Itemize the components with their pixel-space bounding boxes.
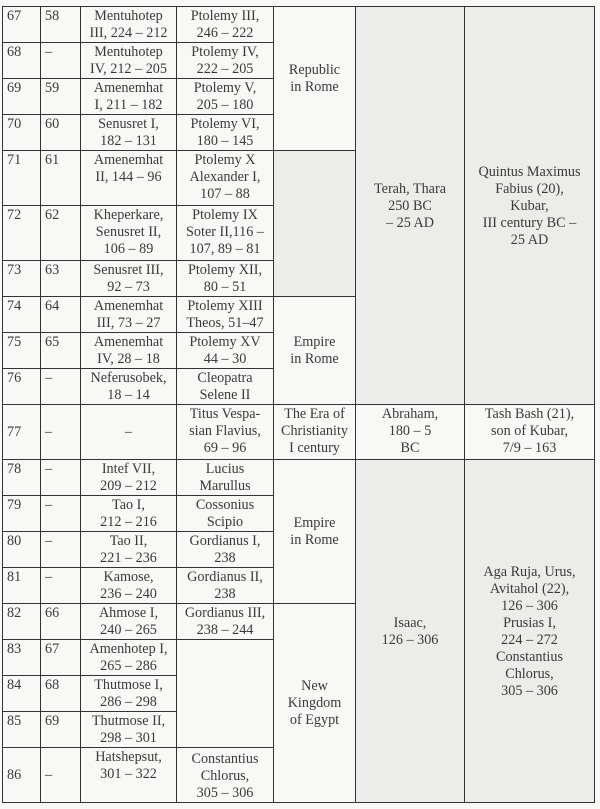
row-number: 75 [3, 333, 41, 369]
egypt-ruler-cell: Intef VII, 209 – 212 [81, 460, 177, 496]
egypt-ruler-cell: Amenemhat III, 73 – 27 [81, 297, 177, 333]
king-number: – [41, 496, 81, 532]
ptolemy-cell: Constantius Chlorus, 305 – 306 [177, 748, 274, 803]
row-number: 74 [3, 297, 41, 333]
ptolemy-cell: Gordianus II, 238 [177, 568, 274, 604]
ptolemy-cell: Gordianus I, 238 [177, 532, 274, 568]
ptolemy-cell: Ptolemy XIII Theos, 51–47 [177, 297, 274, 333]
egypt-ruler-cell: Senusret I, 182 – 131 [81, 115, 177, 151]
king-number: 63 [41, 261, 81, 297]
row-number: 70 [3, 115, 41, 151]
era-empire-cell: Empire in Rome [274, 297, 356, 405]
era-republic-cell: Republic in Rome [274, 7, 356, 151]
patriarch-terah-cell: Terah, Thara 250 BC – 25 AD [356, 7, 465, 405]
king-number: – [41, 405, 81, 460]
king-number: 66 [41, 604, 81, 640]
king-number: 59 [41, 79, 81, 115]
ptolemy-cell: Cleopatra Selene II [177, 369, 274, 405]
row-number: 69 [3, 79, 41, 115]
row-number: 85 [3, 712, 41, 748]
row-number: 77 [3, 405, 41, 460]
row-number: 82 [3, 604, 41, 640]
ptolemy-cell: Cossonius Scipio [177, 496, 274, 532]
chronology-table [2, 6, 595, 803]
egypt-ruler-cell: Neferusobek, 18 – 14 [81, 369, 177, 405]
ptolemy-cell: Ptolemy V, 205 – 180 [177, 79, 274, 115]
egypt-ruler-cell: Hatshepsut, 301 – 322 [81, 748, 177, 803]
row-number: 81 [3, 568, 41, 604]
row-number: 80 [3, 532, 41, 568]
ptolemy-cell: Ptolemy VI, 180 – 145 [177, 115, 274, 151]
row-number: 73 [3, 261, 41, 297]
table-row [3, 460, 595, 496]
ptolemy-cell: Ptolemy XV 44 – 30 [177, 333, 274, 369]
king-number: 60 [41, 115, 81, 151]
egypt-ruler-cell: Thutmose II, 298 – 301 [81, 712, 177, 748]
row-number: 84 [3, 676, 41, 712]
egypt-ruler-cell: Mentuhotep III, 224 – 212 [81, 7, 177, 43]
era-christianity-cell: The Era of Christianity I century [274, 405, 356, 460]
ruler-tash-cell: Tash Bash (21), son of Kubar, 7/9 – 163 [465, 405, 595, 460]
table-row [3, 405, 595, 460]
egypt-ruler-cell: Ahmose I, 240 – 265 [81, 604, 177, 640]
king-number: 64 [41, 297, 81, 333]
row-number: 71 [3, 151, 41, 206]
king-number: – [41, 532, 81, 568]
king-number: 58 [41, 7, 81, 43]
ptolemy-cell: Gordianus III, 238 – 244 [177, 604, 274, 640]
egypt-ruler-cell: Tao I, 212 – 216 [81, 496, 177, 532]
row-number: 72 [3, 206, 41, 261]
ptolemy-cell: Ptolemy III, 246 – 222 [177, 7, 274, 43]
table-row [3, 7, 595, 43]
king-number: 68 [41, 676, 81, 712]
row-number: 76 [3, 369, 41, 405]
row-number: 79 [3, 496, 41, 532]
row-number: 86 [3, 748, 41, 803]
ptolemy-cell: Ptolemy IX Soter II,116 – 107, 89 – 81 [177, 206, 274, 261]
king-number: – [41, 568, 81, 604]
ruler-quintus-cell: Quintus Maximus Fabius (20), Kubar, III century BC – 25 AD [465, 7, 595, 405]
egypt-ruler-cell: – [81, 405, 177, 460]
king-number: 62 [41, 206, 81, 261]
row-number: 68 [3, 43, 41, 79]
era-new-kingdom-cell: New Kingdom of Egypt [274, 604, 356, 803]
row-number: 67 [3, 7, 41, 43]
king-number: 61 [41, 151, 81, 206]
era-empire-cell: Empire in Rome [274, 460, 356, 604]
king-number: – [41, 43, 81, 79]
egypt-ruler-cell: Amenemhat IV, 28 – 18 [81, 333, 177, 369]
king-number: 69 [41, 712, 81, 748]
king-number: – [41, 748, 81, 803]
ptolemy-cell: Lucius Marullus [177, 460, 274, 496]
ruler-aga-cell: Aga Ruja, Urus, Avitahol (22), 126 – 306 Prusias I, 224 – 272 Constantius Chlorus, 305 – 306 [465, 460, 595, 803]
patriarch-abraham-cell: Abraham, 180 – 5 BC [356, 405, 465, 460]
egypt-ruler-cell: Amenhotep I, 265 – 286 [81, 640, 177, 676]
ptolemy-empty-cell [177, 640, 274, 748]
ptolemy-cell: Ptolemy XII, 80 – 51 [177, 261, 274, 297]
row-number: 78 [3, 460, 41, 496]
egypt-ruler-cell: Kheperkare, Senusret II, 106 – 89 [81, 206, 177, 261]
egypt-ruler-cell: Thutmose I, 286 – 298 [81, 676, 177, 712]
patriarch-isaac-cell: Isaac, 126 – 306 [356, 460, 465, 803]
king-number: 65 [41, 333, 81, 369]
ptolemy-cell: Ptolemy IV, 222 – 205 [177, 43, 274, 79]
egypt-ruler-cell: Tao II, 221 – 236 [81, 532, 177, 568]
egypt-ruler-cell: Amenemhat II, 144 – 96 [81, 151, 177, 206]
table-body [3, 7, 595, 803]
king-number: – [41, 369, 81, 405]
egypt-ruler-cell: Mentuhotep IV, 212 – 205 [81, 43, 177, 79]
row-number: 83 [3, 640, 41, 676]
egypt-ruler-cell: Amenemhat I, 211 – 182 [81, 79, 177, 115]
king-number: 67 [41, 640, 81, 676]
ptolemy-cell: Titus Vespa- sian Flavius, 69 – 96 [177, 405, 274, 460]
egypt-ruler-cell: Senusret III, 92 – 73 [81, 261, 177, 297]
ptolemy-cell: Ptolemy X Alexander I, 107 – 88 [177, 151, 274, 206]
egypt-ruler-cell: Kamose, 236 – 240 [81, 568, 177, 604]
king-number: – [41, 460, 81, 496]
empty-era-cell [274, 151, 356, 297]
